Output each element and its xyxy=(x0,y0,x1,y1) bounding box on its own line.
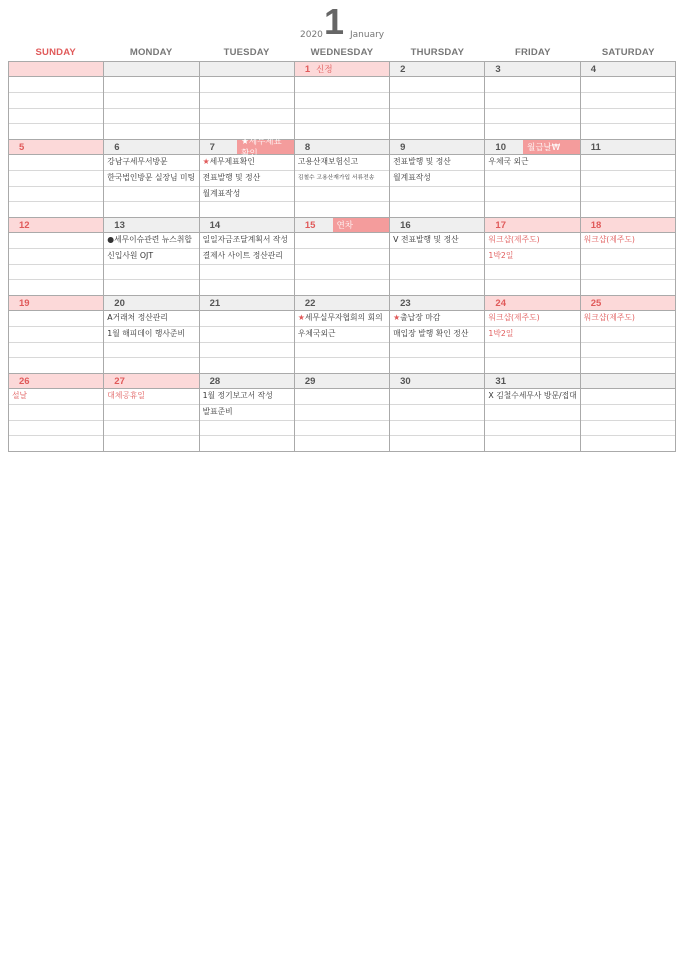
schedule-line[interactable]: 워크샵(제주도) xyxy=(581,311,675,327)
day-header xyxy=(9,374,103,389)
schedule-line[interactable] xyxy=(390,436,484,451)
day-cell[interactable] xyxy=(295,218,390,296)
schedule-line[interactable]: 전표발행 및 정산 xyxy=(200,171,294,187)
schedule-line[interactable]: 매입장 발행 확인 정산 xyxy=(390,327,484,343)
holiday-label: 신정 xyxy=(316,65,333,75)
schedule-line[interactable] xyxy=(9,436,103,451)
schedule-line[interactable] xyxy=(9,202,103,217)
day-cell[interactable] xyxy=(200,374,295,452)
schedule-line[interactable]: X 김철수세무사 방문/접대 xyxy=(485,389,579,405)
schedule-line[interactable] xyxy=(9,155,103,171)
schedule-line[interactable] xyxy=(390,202,484,217)
schedule-line[interactable] xyxy=(581,124,675,139)
day-cell[interactable] xyxy=(390,140,485,218)
schedule-line[interactable] xyxy=(485,124,579,139)
schedule-line[interactable] xyxy=(9,327,103,343)
day-cell[interactable] xyxy=(485,62,580,140)
schedule-line[interactable] xyxy=(485,77,579,93)
schedule-line[interactable] xyxy=(9,249,103,265)
schedule-line[interactable] xyxy=(581,109,675,125)
day-number: 19 xyxy=(19,297,30,309)
schedule-line[interactable] xyxy=(104,280,198,295)
weekday-sunday: SUNDAY xyxy=(35,47,76,58)
schedule-line[interactable] xyxy=(200,343,294,359)
day-number: 5 xyxy=(19,141,25,153)
schedule-line[interactable] xyxy=(104,358,198,373)
schedule-line[interactable] xyxy=(295,249,389,265)
day-header xyxy=(104,374,198,389)
schedule-line[interactable]: 워크샵(제주도) xyxy=(485,311,579,327)
schedule-line[interactable] xyxy=(200,311,294,327)
schedule-line[interactable] xyxy=(104,109,198,125)
schedule-line[interactable] xyxy=(9,265,103,281)
schedule-line[interactable] xyxy=(581,436,675,451)
day-number: 6 xyxy=(114,141,120,153)
schedule-line[interactable] xyxy=(200,327,294,343)
schedule-line[interactable] xyxy=(390,109,484,125)
day-number: 22 xyxy=(304,297,316,309)
day-number: 29 xyxy=(304,375,316,387)
schedule-line[interactable]: 워크샵(제주도) xyxy=(581,233,675,249)
schedule-line[interactable] xyxy=(295,187,389,203)
day-number: 4 xyxy=(590,63,596,75)
schedule-line[interactable] xyxy=(390,124,484,139)
day-number: 12 xyxy=(19,219,30,231)
schedule-line[interactable] xyxy=(295,265,389,281)
schedule-line[interactable] xyxy=(295,436,389,451)
schedule-line[interactable]: 설날 xyxy=(9,389,103,405)
day-cell[interactable] xyxy=(9,296,104,374)
schedule-line[interactable] xyxy=(295,421,389,437)
schedule-line[interactable]: 발표준비 xyxy=(200,405,294,421)
day-header xyxy=(485,218,579,233)
schedule-line[interactable] xyxy=(390,265,484,281)
day-cell[interactable] xyxy=(104,140,199,218)
day-number: 7 xyxy=(209,141,215,153)
day-header xyxy=(200,137,294,159)
schedule-line[interactable] xyxy=(485,358,579,373)
day-header xyxy=(9,62,103,77)
schedule-line[interactable]: ●세무이슈관련 뉴스취합 xyxy=(104,233,198,249)
schedule-line[interactable] xyxy=(9,233,103,249)
schedule-line[interactable]: 월계표작성 xyxy=(390,171,484,187)
day-number: 23 xyxy=(400,297,411,309)
schedule-line[interactable] xyxy=(295,233,389,249)
day-cell[interactable] xyxy=(9,140,104,218)
day-number: 11 xyxy=(590,141,601,153)
schedule-line[interactable]: 한국법인방문 실장님 미팅 xyxy=(104,171,198,187)
schedule-line[interactable] xyxy=(200,77,294,93)
day-cell[interactable] xyxy=(581,218,676,296)
schedule-line[interactable] xyxy=(581,77,675,93)
schedule-line[interactable] xyxy=(295,202,389,217)
day-cell[interactable] xyxy=(485,296,580,374)
day-cell[interactable] xyxy=(200,137,295,218)
day-number: 16 xyxy=(400,219,411,231)
schedule-line[interactable] xyxy=(104,202,198,217)
schedule-line[interactable] xyxy=(581,327,675,343)
schedule-line[interactable] xyxy=(390,421,484,437)
day-cell[interactable] xyxy=(295,62,390,140)
day-cell[interactable] xyxy=(581,62,676,140)
day-cell[interactable] xyxy=(104,374,199,452)
day-header xyxy=(200,62,294,77)
schedule-line[interactable] xyxy=(9,343,103,359)
schedule-line[interactable] xyxy=(581,343,675,359)
schedule-line[interactable]: ★세무실무자협회의 회의 xyxy=(295,311,389,327)
month-name: January xyxy=(350,30,385,40)
day-header xyxy=(9,296,103,311)
schedule-line[interactable] xyxy=(104,265,198,281)
schedule-line[interactable] xyxy=(104,436,198,451)
schedule-line[interactable]: 우체국 외근 xyxy=(485,155,579,171)
schedule-line[interactable] xyxy=(9,187,103,203)
day-cell[interactable] xyxy=(104,62,199,140)
schedule-line[interactable] xyxy=(485,343,579,359)
day-header xyxy=(295,296,389,311)
day-cell[interactable] xyxy=(295,374,390,452)
day-header xyxy=(9,140,103,155)
day-header xyxy=(104,218,198,233)
schedule-line[interactable] xyxy=(104,124,198,139)
day-header xyxy=(390,140,484,155)
day-cell[interactable] xyxy=(581,296,676,374)
schedule-line[interactable] xyxy=(390,343,484,359)
day-cell[interactable] xyxy=(9,374,104,452)
schedule-line[interactable] xyxy=(581,358,675,373)
year-label: 2020 xyxy=(300,30,323,40)
day-header xyxy=(485,140,579,155)
day-number: 24 xyxy=(495,297,506,309)
day-number: 20 xyxy=(114,297,125,309)
day-cell[interactable] xyxy=(295,140,390,218)
schedule-line[interactable] xyxy=(295,93,389,109)
weekday-header-row xyxy=(8,47,676,60)
schedule-line[interactable] xyxy=(104,343,198,359)
day-header xyxy=(104,296,198,311)
day-cell[interactable] xyxy=(390,218,485,296)
schedule-line[interactable] xyxy=(295,405,389,421)
schedule-line[interactable] xyxy=(390,249,484,265)
weekday-friday: FRIDAY xyxy=(514,47,551,58)
schedule-line[interactable]: 결제사 사이트 정산관리 xyxy=(200,249,294,265)
day-number: 26 xyxy=(19,375,30,387)
schedule-line[interactable] xyxy=(9,77,103,93)
schedule-line[interactable] xyxy=(295,109,389,125)
schedule-line[interactable]: ★세무제표확인 xyxy=(200,155,294,171)
day-cell[interactable] xyxy=(581,140,676,218)
day-number: 9 xyxy=(400,141,406,153)
day-header xyxy=(390,296,484,311)
day-header xyxy=(9,218,103,233)
schedule-line[interactable] xyxy=(485,265,579,281)
schedule-line[interactable] xyxy=(581,280,675,295)
schedule-line[interactable] xyxy=(104,77,198,93)
day-number: 21 xyxy=(209,297,221,309)
schedule-line[interactable] xyxy=(9,421,103,437)
schedule-line[interactable] xyxy=(485,280,579,295)
schedule-line[interactable] xyxy=(581,93,675,109)
weekday-saturday: SATURDAY xyxy=(601,47,655,58)
day-number: 13 xyxy=(114,219,125,231)
schedule-line[interactable]: 월계표작성 xyxy=(200,187,294,203)
day-header xyxy=(581,374,675,389)
schedule-line[interactable] xyxy=(9,109,103,125)
star-icon: ★ xyxy=(297,313,305,322)
day-cell[interactable] xyxy=(485,140,580,218)
day-header xyxy=(390,62,484,77)
schedule-line[interactable] xyxy=(485,171,579,187)
day-header xyxy=(581,296,675,311)
schedule-line[interactable]: 1박2일 xyxy=(485,327,579,343)
star-icon: ★ xyxy=(202,157,210,166)
calendar-header xyxy=(0,0,682,46)
schedule-line[interactable] xyxy=(200,280,294,295)
schedule-line[interactable]: V 전표발행 및 정산 xyxy=(390,233,484,249)
schedule-line[interactable]: 1월 정기보고서 작성 xyxy=(200,389,294,405)
day-header xyxy=(104,62,198,77)
day-header xyxy=(485,374,579,389)
day-cell[interactable] xyxy=(104,218,199,296)
day-number: 10 xyxy=(495,141,506,153)
schedule-line[interactable]: 1월 해피데이 행사준비 xyxy=(104,327,198,343)
schedule-line[interactable] xyxy=(9,280,103,295)
schedule-line[interactable] xyxy=(200,421,294,437)
schedule-line[interactable] xyxy=(200,436,294,451)
day-header xyxy=(485,62,579,77)
schedule-line[interactable]: A거래처 정산관리 xyxy=(104,311,198,327)
schedule-line[interactable] xyxy=(581,389,675,405)
schedule-line[interactable] xyxy=(9,93,103,109)
schedule-line[interactable] xyxy=(9,311,103,327)
day-number: 2 xyxy=(400,63,406,75)
schedule-line[interactable] xyxy=(485,202,579,217)
day-tag-badge: 월급날₩ xyxy=(523,140,580,154)
schedule-line[interactable] xyxy=(485,187,579,203)
weekday-tuesday: TUESDAY xyxy=(223,47,270,58)
day-header xyxy=(581,62,675,77)
schedule-line[interactable] xyxy=(581,187,675,203)
day-header xyxy=(200,218,294,233)
day-header xyxy=(581,218,675,233)
day-number: 27 xyxy=(114,375,125,387)
day-number: 31 xyxy=(495,375,506,387)
schedule-line[interactable]: ★출납장 마감 xyxy=(390,311,484,327)
day-number: 17 xyxy=(495,219,506,231)
star-icon: ★ xyxy=(393,313,401,322)
day-header xyxy=(200,374,294,389)
calendar-grid xyxy=(8,61,676,452)
day-number: 18 xyxy=(590,219,602,231)
schedule-line[interactable]: 워크샵(제주도) xyxy=(485,233,579,249)
day-cell[interactable] xyxy=(390,374,485,452)
month-number: 1 xyxy=(324,1,345,42)
day-number: 1 xyxy=(304,63,311,75)
schedule-line[interactable]: 대체공휴일 xyxy=(104,389,198,405)
schedule-line[interactable] xyxy=(390,93,484,109)
day-cell[interactable] xyxy=(9,62,104,140)
schedule-line[interactable] xyxy=(581,405,675,421)
schedule-line[interactable] xyxy=(485,421,579,437)
schedule-line[interactable] xyxy=(390,389,484,405)
day-number: 15 xyxy=(304,219,316,231)
schedule-line[interactable] xyxy=(9,405,103,421)
schedule-line[interactable] xyxy=(295,77,389,93)
day-header xyxy=(295,62,389,77)
schedule-line[interactable] xyxy=(104,405,198,421)
schedule-line[interactable] xyxy=(104,187,198,203)
schedule-line[interactable] xyxy=(104,93,198,109)
schedule-line[interactable] xyxy=(295,124,389,139)
day-header xyxy=(295,374,389,389)
schedule-line[interactable] xyxy=(485,405,579,421)
schedule-line[interactable] xyxy=(295,280,389,295)
schedule-line[interactable] xyxy=(9,124,103,139)
weekday-thursday: THURSDAY xyxy=(410,47,465,58)
schedule-line[interactable] xyxy=(581,171,675,187)
schedule-line[interactable] xyxy=(581,249,675,265)
day-cell[interactable] xyxy=(9,218,104,296)
schedule-line[interactable]: 강남구세무서방문 xyxy=(104,155,198,171)
day-number: 25 xyxy=(590,297,602,309)
day-header xyxy=(295,218,389,233)
day-cell[interactable] xyxy=(581,374,676,452)
schedule-line[interactable] xyxy=(200,265,294,281)
day-number: 14 xyxy=(209,219,221,231)
schedule-line[interactable]: 전표발행 및 정산 xyxy=(390,155,484,171)
weekday-wednesday: WEDNESDAY xyxy=(310,47,374,58)
schedule-line[interactable] xyxy=(9,358,103,373)
day-cell[interactable] xyxy=(485,374,580,452)
schedule-line[interactable] xyxy=(200,93,294,109)
schedule-line[interactable] xyxy=(485,109,579,125)
schedule-line[interactable] xyxy=(390,280,484,295)
day-cell[interactable] xyxy=(200,296,295,374)
schedule-line[interactable] xyxy=(104,421,198,437)
schedule-line[interactable] xyxy=(485,436,579,451)
day-header xyxy=(295,140,389,155)
schedule-line[interactable] xyxy=(9,171,103,187)
schedule-line[interactable] xyxy=(581,155,675,171)
schedule-line[interactable] xyxy=(200,202,294,217)
schedule-line[interactable] xyxy=(581,265,675,281)
day-number: 30 xyxy=(400,375,411,387)
day-header xyxy=(390,374,484,389)
schedule-line[interactable] xyxy=(390,77,484,93)
schedule-line[interactable] xyxy=(295,343,389,359)
schedule-line[interactable]: 1박2일 xyxy=(485,249,579,265)
schedule-line[interactable] xyxy=(390,187,484,203)
schedule-line[interactable]: 우체국외근 xyxy=(295,327,389,343)
day-header xyxy=(104,140,198,155)
schedule-line[interactable] xyxy=(390,358,484,373)
schedule-line[interactable]: 김철수 고용산재가입 서류전송 xyxy=(295,171,389,187)
day-cell[interactable] xyxy=(390,296,485,374)
day-header xyxy=(200,296,294,311)
day-header xyxy=(390,218,484,233)
schedule-line[interactable]: 일일자금조달계획서 작성 xyxy=(200,233,294,249)
day-cell[interactable] xyxy=(104,296,199,374)
schedule-line[interactable] xyxy=(581,202,675,217)
day-number: 8 xyxy=(304,141,311,153)
day-header xyxy=(581,140,675,155)
day-cell[interactable] xyxy=(390,62,485,140)
schedule-line[interactable] xyxy=(295,358,389,373)
schedule-line[interactable] xyxy=(581,421,675,437)
schedule-line[interactable] xyxy=(200,109,294,125)
schedule-line[interactable] xyxy=(390,405,484,421)
day-cell[interactable] xyxy=(200,218,295,296)
day-number: 3 xyxy=(495,63,501,75)
day-number: 28 xyxy=(209,375,221,387)
schedule-line[interactable] xyxy=(485,93,579,109)
day-header xyxy=(485,296,579,311)
schedule-line[interactable]: 신입사원 OJT xyxy=(104,249,198,265)
day-cell[interactable] xyxy=(485,218,580,296)
day-tag-badge: 연차 xyxy=(333,218,390,232)
schedule-line[interactable]: 고용산재보험신고 xyxy=(295,155,389,171)
weekday-monday: MONDAY xyxy=(129,47,173,58)
day-cell[interactable] xyxy=(295,296,390,374)
schedule-line[interactable] xyxy=(200,358,294,373)
day-tag-badge: ★세무제표확인 xyxy=(237,140,294,154)
day-cell[interactable] xyxy=(200,62,295,140)
schedule-line[interactable] xyxy=(295,389,389,405)
